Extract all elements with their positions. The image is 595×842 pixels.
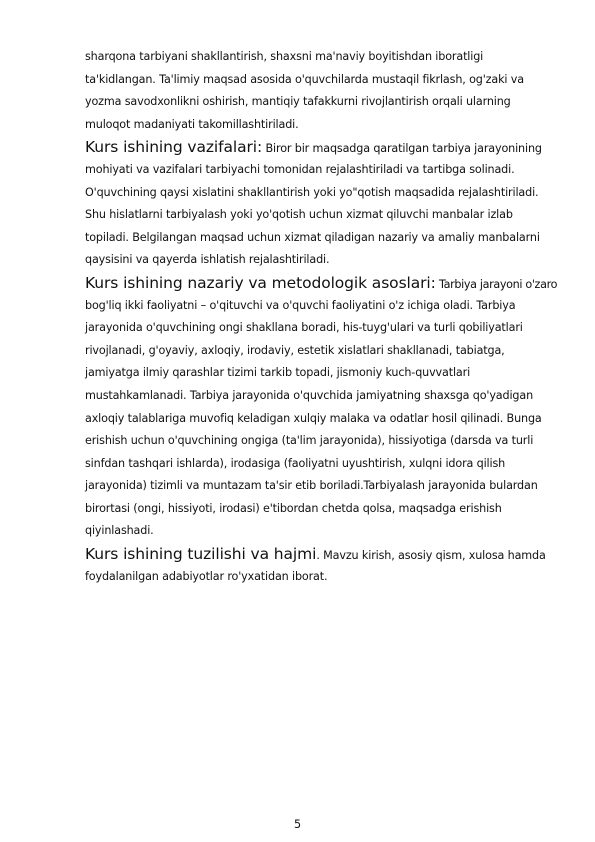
text-span: . Mavzu kirish, asosiy qism, xulosa hamda	[316, 549, 546, 563]
text-line	[85, 272, 557, 295]
text-span: Biror bir maqsadga qaratilgan tarbiya jarayonining	[262, 142, 542, 156]
text-line: mustahkamlanadi. Tarbiya jarayonida o'quvchida jamiyatning shaxsga qo'yadigan	[85, 388, 534, 402]
text-line: rivojlanadi, g'oyaviy, axloqiy, irodaviy, estetik xislatlari shakllanadi, tabiatga,	[85, 343, 505, 357]
text-line: foydalanilgan adabiyotlar ro'yxatidan iborat.	[85, 569, 328, 583]
section-tuzilishi-hajmi	[85, 543, 557, 588]
text-line: jarayonida) tizimli va muntazam ta'sir etib boriladi.Tarbiyalash jarayonida bulardan	[85, 479, 538, 493]
section-vazifalari	[85, 136, 557, 272]
text-line: axloqiy talablariga muvofiq keladigan xulqiy malaka va odatlar hosil qilinadi. Bunga	[85, 411, 542, 425]
section-heading: Kurs ishining tuzilishi va hajmi	[85, 545, 317, 564]
document-page	[85, 46, 557, 588]
section-heading: Kurs ishining vazifalari:	[85, 138, 263, 157]
section-heading: Kurs ishining nazariy va metodologik asoslari:	[85, 273, 436, 292]
text-line: qaysisini va qayerda ishlatish rejalashtiriladi.	[85, 253, 330, 267]
paragraph-intro	[85, 46, 557, 136]
text-line: bog'liq ikki faoliyatni – o'qituvchi va o'quvchi faoliyatini o'z ichiga oladi. Tarbiya	[85, 298, 516, 312]
text-line: mohiyati va vazifalari tarbiyachi tomonidan rejalashtiriladi va tartibga solinadi.	[85, 162, 515, 176]
text-line: topiladi. Belgilangan maqsad uchun xizmat qiladigan nazariy va amaliy manbalarni	[85, 230, 540, 244]
text-line	[85, 543, 557, 566]
text-line: ta'kidlangan. Ta'limiy maqsad asosida o'quvchilarda mustaqil fikrlash, og'zaki va	[85, 72, 524, 86]
page-number: 5	[293, 818, 302, 831]
section-nazariy-asoslari	[85, 272, 557, 543]
text-span: Tarbiya jarayoni o'zaro	[435, 277, 558, 291]
text-line: Shu hislatlarni tarbiyalash yoki yo'qotish uchun xizmat qiluvchi manbalar izlab	[85, 208, 513, 222]
text-line: sinfdan tashqari ishlarda), irodasiga (faoliyatni uyushtirish, xulqni idora qilish	[85, 456, 506, 470]
text-line: yozma savodxonlikni oshirish, mantiqiy tafakkurni rivojlantirish orqali ularning	[85, 95, 511, 109]
text-line: qiyinlashadi.	[85, 524, 154, 538]
text-line: O'quvchining qaysi xislatini shakllantirish yoki yo"qotish maqsadida rejalashtiriladi.	[85, 185, 539, 199]
text-line: jarayonida o'quvchining ongi shakllana boradi, his-tuyg'ulari va turli qobiliyatlari	[85, 321, 523, 335]
text-line: sharqona tarbiyani shakllantirish, shaxsni ma'naviy boyitishdan iboratligi	[85, 50, 484, 63]
text-line	[85, 136, 557, 159]
text-line: erishish uchun o'quvchining ongiga (ta'lim jarayonida), hissiyotiga (darsda va turli	[85, 434, 534, 448]
text-line: muloqot madaniyati takomillashtiriladi.	[85, 117, 299, 131]
text-line: jamiyatga ilmiy qarashlar tizimi tarkib topadi, jismoniy kuch-quvvatlari	[85, 366, 471, 380]
text-line: birortasi (ongi, hissiyoti, irodasi) e'tibordan chetda qolsa, maqsadga erishish	[85, 501, 502, 515]
